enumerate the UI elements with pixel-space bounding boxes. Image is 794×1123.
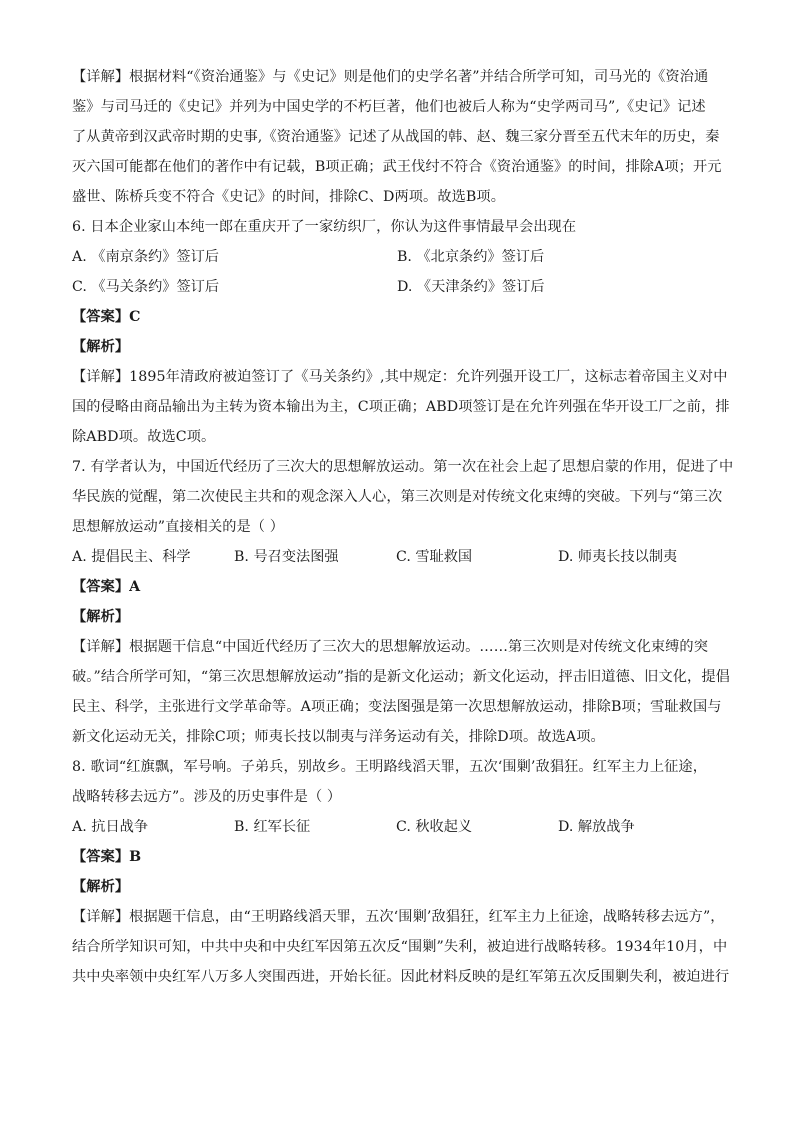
answer-option: C. 秋收起义 [396,819,473,835]
answer-option: A. 提倡民主、科学 [72,549,191,565]
answer-option: B. 红军长征 [234,819,311,835]
text-line: 思想解放运动”直接相关的是（ ） [72,519,284,535]
answer-options-row [72,542,722,572]
text-line: 新文化运动无关，排除C项；师夷长技以制夷与洋务运动有关，排除D项。故选A项。 [72,729,605,745]
answer-option: D. 师夷长技以制夷 [558,549,678,565]
text-line: 灭六国可能都在他们的著作中有记载，B项正确；武王伐纣不符合《资治通鉴》的时间，排除A项；开元 [72,159,722,175]
answer-option: B. 号召变法图强 [234,549,339,565]
text-line: 结合所学知识可知，中共中央和中央红军因第五次反“围剿”失利，被迫进行战略转移。1934年10月，中 [72,939,728,955]
text-line: 共中央率领中央红军八万多人突围西进，开始长征。因此材料反映的是红军第五次反围剿失利，被迫进行 [72,969,730,985]
section-label: 【答案】C [72,309,141,325]
answer-option: C. 雪耻救国 [396,549,473,565]
section-label: 【解析】 [72,879,130,895]
answer-option: A. 《南京条约》签订后 [72,249,219,265]
text-line: 战略转移去远方”。涉及的历史事件是（ ） [72,789,342,805]
text-line: 【详解】根据题干信息“中国近代经历了三次大的思想解放运动。……第三次则是对传统文化束缚的突 [72,639,709,655]
section-label: 【答案】A [72,579,141,595]
text-line: 【详解】根据材料“《资治通鉴》与《史记》则是他们的史学名著”并结合所学可知，司马光的《资治通 [72,69,709,85]
text-line: 7. 有学者认为，中国近代经历了三次大的思想解放运动。第一次在社会上起了思想启蒙的作用，促进了中 [72,459,734,475]
text-line: 【详解】1895年清政府被迫签订了《马关条约》,其中规定：允许列强开设工厂，这标志着帝国主义对中 [72,369,728,385]
section-label: 【解析】 [72,609,130,625]
text-line: 民主、科学，主张进行文学革命等。A项正确；变法图强是第一次思想解放运动，排除B项；雪耻救国与 [72,699,722,715]
text-line: 6. 日本企业家山本纯一郎在重庆开了一家纺织厂，你认为这件事情最早会出现在 [72,219,577,235]
text-line: 【详解】根据题干信息，由“王明路线滔天罪，五次‘围剿’敌猖狂，红军主力上征途，战略转移去远方”， [72,909,725,925]
text-line: 除ABD项。故选C项。 [72,429,216,445]
answer-options-row [72,242,722,272]
answer-options-row [72,272,722,302]
text-line: 华民族的觉醒，第二次使民主共和的观念深入人心，第三次则是对传统文化束缚的突破。下列与“第三次 [72,489,723,505]
answer-option: C. 《马关条约》签订后 [72,279,220,295]
answer-option: B. 《北京条约》签订后 [397,249,545,265]
text-line: 破。”结合所学可知，“第三次思想解放运动”指的是新文化运动；新文化运动，抨击旧道德、旧文化，提倡 [72,669,730,685]
answer-option: A. 抗日战争 [72,819,149,835]
text-line: 盛世、陈桥兵变不符合《史记》的时间，排除C、D两项。故选B项。 [72,189,506,205]
section-label: 【答案】B [72,849,142,865]
section-label: 【解析】 [72,339,130,355]
document-page [72,62,734,992]
text-line: 鉴》与司马迁的《史记》并列为中国史学的不朽巨著，他们也被后人称为“史学两司马”,《史记》记述 [72,99,706,115]
answer-options-row [72,812,722,842]
text-line: 了从黄帝到汉武帝时期的史事,《资治通鉴》记述了从战国的韩、赵、魏三家分晋至五代末年的历史，秦 [72,129,720,145]
text-line: 国的侵略由商品输出为主转为资本输出为主，C项正确；ABD项签订是在允许列强在华开设工厂之前，排 [72,399,730,415]
answer-option: D. 解放战争 [558,819,635,835]
answer-option: D. 《天津条约》签订后 [397,279,545,295]
text-line: 8. 歌词“红旗飘，军号响。子弟兵，别故乡。王明路线滔天罪，五次‘围剿’敌猖狂。红军主力上征途， [72,759,707,775]
